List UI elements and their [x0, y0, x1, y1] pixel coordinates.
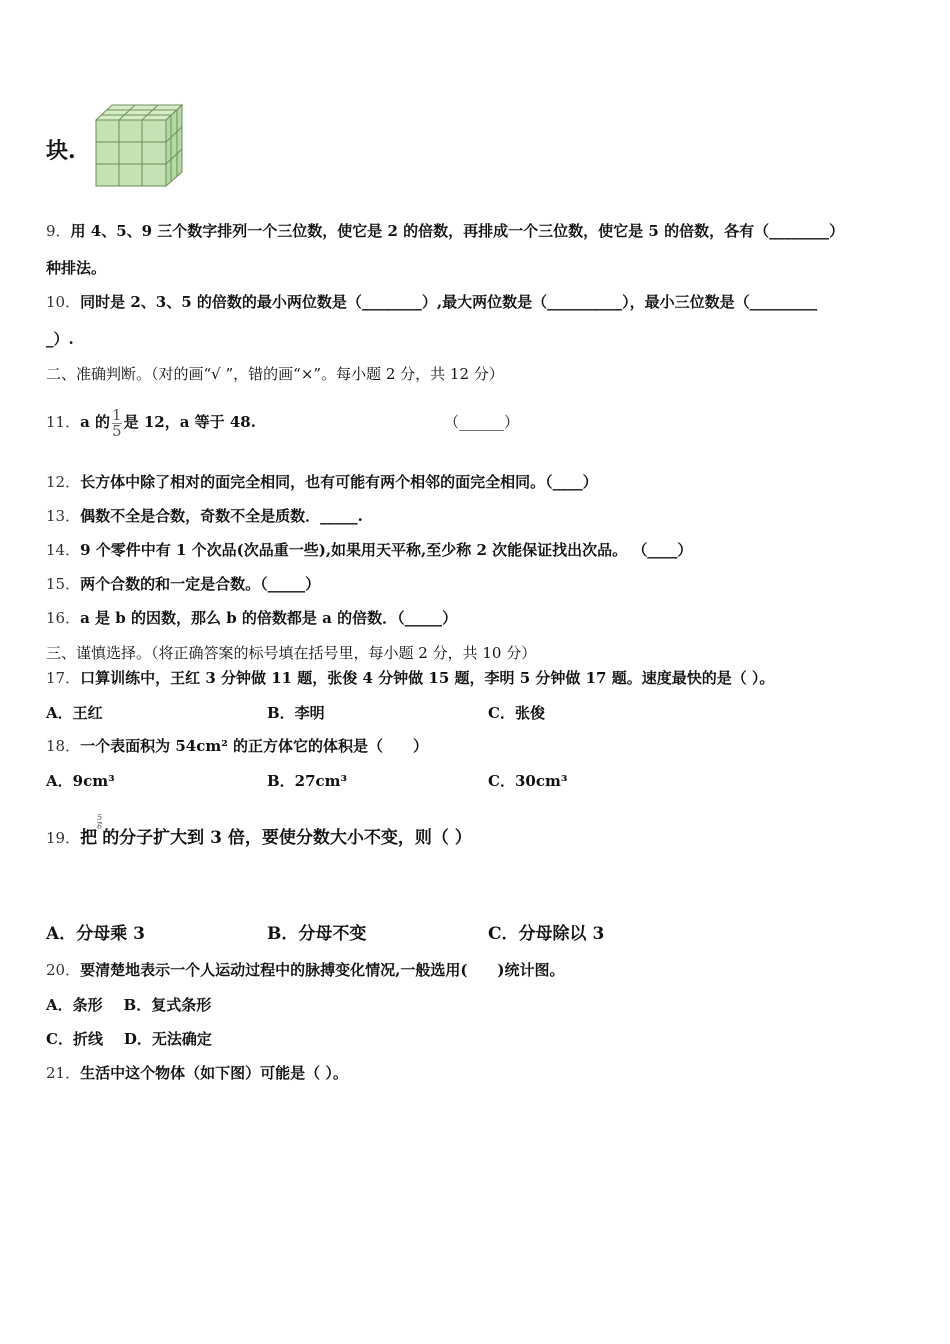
question-text: a 是 b 的因数，那么 b 的倍数都是 a 的倍数．（_____） [80, 609, 458, 627]
option-a: A．分母乘 3 [46, 924, 145, 944]
option-b: B．李明 [267, 704, 325, 722]
option-b: B．27cm³ [267, 772, 348, 790]
option-c: C．30cm³ [488, 772, 568, 790]
question-12 [46, 472, 598, 492]
option-b: B．分母不变 [267, 924, 367, 944]
question-number: 15． [46, 575, 81, 593]
question-number: 21． [46, 1064, 81, 1082]
question-14 [46, 540, 692, 560]
question-text: 9 个零件中有 1 个次品(次品重一些),如果用天平称,至少称 2 次能保证找出次品。 （____） [80, 541, 693, 559]
fraction [112, 405, 122, 440]
question-number: 16． [46, 609, 81, 627]
option-c: C．分母除以 3 [488, 924, 605, 944]
question-number: 9． [46, 222, 71, 240]
question-number: 12． [46, 473, 81, 491]
question-21 [46, 1063, 348, 1083]
question-text-pre: a 的 [80, 413, 111, 431]
question-20-options-row-2: C．折线 D．无法确定 [46, 1030, 212, 1048]
fraction-denominator: 5 [112, 421, 122, 440]
question-text: 用 4、5、9 三个数字排列一个三位数，使它是 2 的倍数，再排成一个三位数，使它是 5 的倍数，各有（________） [70, 222, 845, 240]
question-number: 14． [46, 541, 81, 559]
question-16 [46, 608, 457, 628]
question-number: 11． [46, 413, 81, 431]
question-9-continued: 种排法。 [46, 259, 107, 277]
question-9 [46, 221, 844, 241]
cube-stack-figure [94, 102, 184, 188]
question-text-post: 是 12，a 等于 48. [123, 413, 256, 431]
question-number: 19． [46, 829, 81, 847]
option-c: C．张俊 [488, 704, 545, 722]
question-10-continued: _）. [46, 330, 74, 348]
question-text-pre: 把 [80, 828, 98, 848]
question-18 [46, 736, 428, 756]
cube-caption: 块. [46, 138, 76, 164]
question-number: 13． [46, 507, 81, 525]
question-10 [46, 292, 817, 312]
question-11-blank: （______） [444, 413, 520, 431]
question-17 [46, 668, 774, 688]
option-a: A．9cm³ [46, 772, 115, 790]
question-text: 偶数不全是合数，奇数不全是质数．_____. [80, 507, 363, 525]
question-20-options-row-1: A．条形 B．复式条形 [46, 996, 212, 1014]
question-number: 17． [46, 669, 81, 687]
question-text-post: 的分子扩大到 3 倍，要使分数大小不变，则（ ） [102, 828, 472, 848]
option-a: A．王红 [46, 704, 103, 722]
fraction-numerator: 1 [112, 405, 122, 424]
question-20 [46, 960, 565, 980]
question-text: 口算训练中，王红 3 分钟做 11 题，张俊 4 分钟做 15 题，李明 5 分钟做 17 题。速度最快的是（ ）。 [80, 669, 775, 687]
section-3-heading: 三、谨慎选择。（将正确答案的标号填在括号里，每小题 2 分，共 10 分） [46, 644, 537, 662]
question-11 [46, 404, 256, 440]
question-19 [46, 813, 472, 858]
question-number: 18． [46, 737, 81, 755]
question-text: 长方体中除了相对的面完全相同，也有可能有两个相邻的面完全相同。（____） [80, 473, 598, 491]
question-15 [46, 574, 320, 594]
question-text: 同时是 2、3、5 的倍数的最小两位数是（________）,最大两位数是（__________），最小三位数是（_________ [80, 293, 818, 311]
fraction-numerator: 5 [97, 813, 103, 822]
question-13 [46, 506, 363, 526]
section-2-heading: 二、准确判断。（对的画“√ ”，错的画“×”。每小题 2 分，共 12 分） [46, 365, 504, 383]
question-number: 10． [46, 293, 81, 311]
question-text: 生活中这个物体（如下图）可能是（ ）。 [80, 1064, 348, 1082]
question-text: 一个表面积为 54cm² 的正方体它的体积是（ ） [80, 737, 428, 755]
question-number: 20． [46, 961, 81, 979]
question-text: 两个合数的和一定是合数。（_____） [80, 575, 321, 593]
question-text: 要清楚地表示一个人运动过程中的脉搏变化情况,一般选用( )统计图。 [80, 961, 565, 979]
fraction-denominator: 6 [97, 822, 103, 831]
